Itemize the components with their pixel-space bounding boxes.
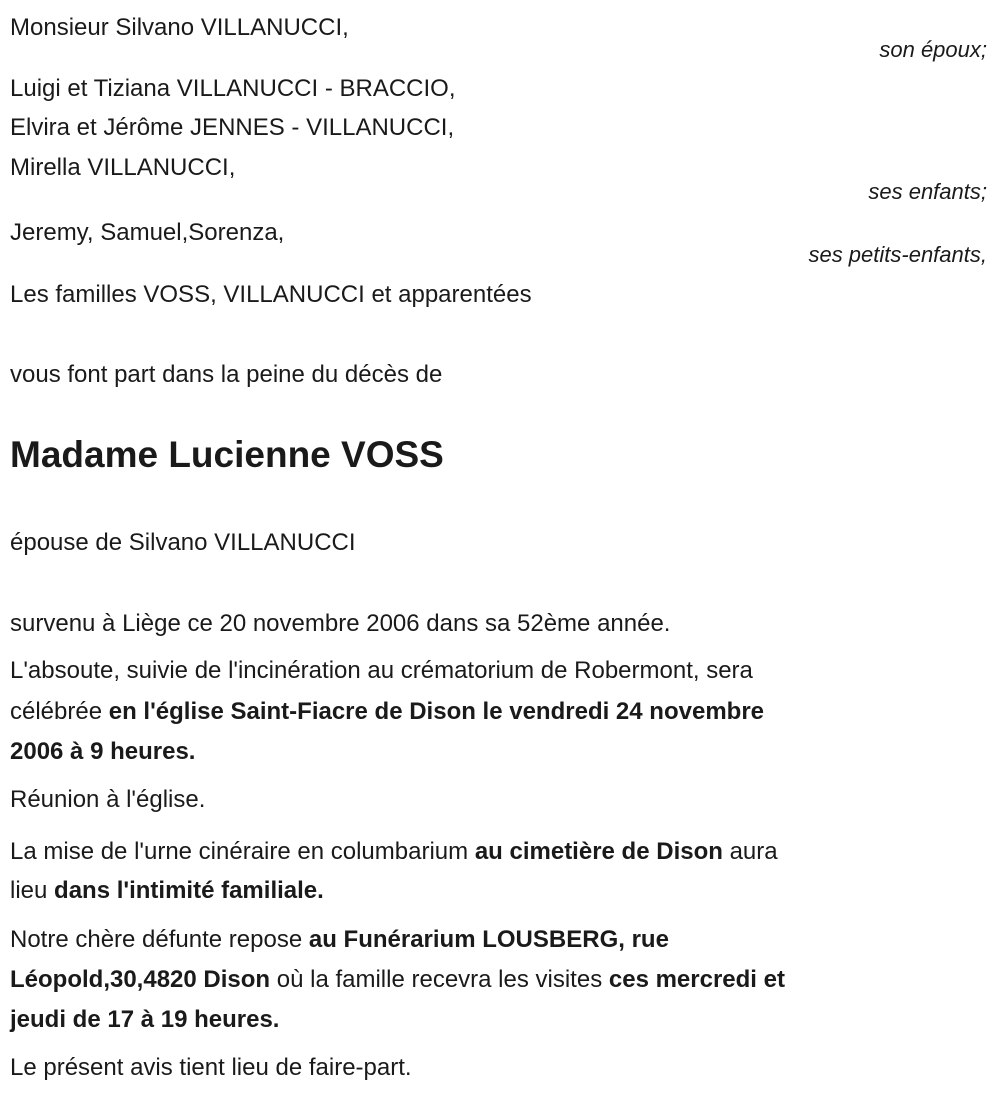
text: où la famille recevra les visites [270,966,609,993]
bold-text: 2006 à 9 heures. [10,738,196,765]
children-role: ses enfants; [868,179,987,204]
text: Réunion à l'église. [10,786,206,813]
text: Notre chère défunte repose [10,926,309,953]
spouse-role: son époux; [879,37,987,62]
death-info: survenu à Liège ce 20 novembre 2006 dans sa 52ème année. [10,610,671,637]
child-name: Elvira et Jérôme JENNES - VILLANUCCI, [10,114,455,141]
related-families: Les familles VOSS, VILLANUCCI et apparentées [10,281,532,308]
announcement-text: vous font part dans la peine du décès de [10,361,443,388]
child-name: Luigi et Tiziana VILLANUCCI - BRACCIO, [10,75,456,102]
visitation-paragraph-line [10,920,669,960]
child-name: Mirella VILLANUCCI, [10,154,236,181]
urn-paragraph-line [10,832,778,872]
bold-text: au Funérarium LOUSBERG, rue [308,926,669,953]
bold-text: Léopold,30,4820 Dison [10,966,271,993]
ceremony-paragraph-line [10,651,753,691]
bold-text: au cimetière de Dison [474,838,723,865]
text: La mise de l'urne cinéraire en columbarium [10,838,475,865]
text: aura [722,838,778,865]
bold-text: ces mercredi et [608,966,785,993]
ceremony-paragraph-line [10,692,764,732]
visitation-paragraph-line [10,1000,279,1040]
text: Le présent avis tient lieu de faire-part. [10,1054,412,1081]
closing-paragraph-line [10,1048,412,1088]
grandchildren-role: ses petits-enfants, [808,242,987,267]
grandchildren-names: Jeremy, Samuel,Sorenza, [10,219,285,246]
ceremony-paragraph-line [10,732,195,772]
visitation-paragraph-line [10,960,785,1000]
bold-text: dans l'intimité familiale. [54,877,324,904]
spouse-of: épouse de Silvano VILLANUCCI [10,529,356,556]
spouse-name: Monsieur Silvano VILLANUCCI, [10,14,349,41]
gathering-paragraph-line [10,780,205,820]
text: célébrée [10,698,109,725]
bold-text: jeudi de 17 à 19 heures. [10,1006,280,1033]
bold-text: en l'église Saint-Fiacre de Dison le vendredi 24 novembre [108,698,764,725]
deceased-name: Madame Lucienne VOSS [10,434,444,475]
urn-paragraph-line [10,871,324,911]
text: L'absoute, suivie de l'incinération au crématorium de Robermont, sera [10,657,753,684]
text: lieu [10,877,55,904]
